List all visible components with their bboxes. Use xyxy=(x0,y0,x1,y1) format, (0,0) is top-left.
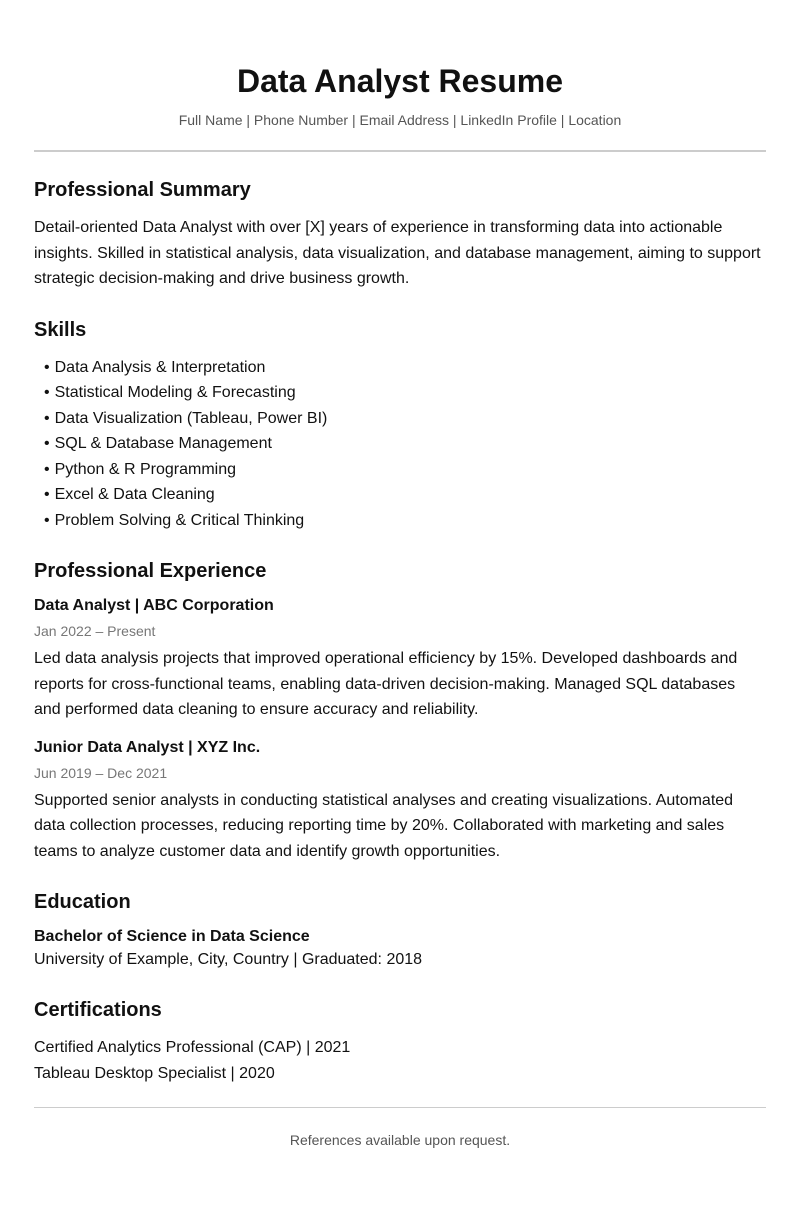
skill-item: • Problem Solving & Critical Thinking xyxy=(44,508,766,534)
footer-divider xyxy=(34,1107,766,1108)
skills-section xyxy=(34,317,766,534)
job-dates: Jun 2019 – Dec 2021 xyxy=(34,764,168,781)
education-degree: Bachelor of Science in Data Science xyxy=(34,928,310,945)
skill-item: • SQL & Database Management xyxy=(44,431,766,457)
certifications-list xyxy=(34,1035,766,1086)
summary-heading: Professional Summary xyxy=(34,179,251,201)
skill-item: • Python & R Programming xyxy=(44,457,766,483)
contact-line: Full Name | Phone Number | Email Address | LinkedIn Profile | Location xyxy=(178,112,622,128)
page-title: Data Analyst Resume xyxy=(236,63,564,99)
skill-item: • Data Visualization (Tableau, Power BI) xyxy=(44,406,766,432)
header-divider xyxy=(34,150,766,152)
job-dates: Jan 2022 – Present xyxy=(34,623,156,639)
job-title: Junior Data Analyst | XYZ Inc. xyxy=(34,738,261,756)
certification-item: Tableau Desktop Specialist | 2020 xyxy=(34,1064,275,1082)
education-heading: Education xyxy=(34,891,131,913)
job-title: Data Analyst | ABC Corporation xyxy=(34,597,274,614)
summary-section xyxy=(34,177,766,292)
certifications-section xyxy=(34,997,766,1086)
education-section xyxy=(34,889,766,972)
job-description: Led data analysis projects that improved operational efficiency by 15%. Developed dashboards and reports for cross-functional teams, enabling data-driven decision-making. Managed SQL databases and performed data cleaning to ensure accuracy and reliability. xyxy=(34,650,738,718)
summary-text: Detail-oriented Data Analyst with over [X] years of experience in transforming data into actionable insights. Skilled in statistical analysis, data visualization, and database management, aiming to support strategic decision-making and drive business growth. xyxy=(34,219,761,287)
skill-item: • Excel & Data Cleaning xyxy=(44,482,766,508)
footer-note: References available upon request. xyxy=(289,1132,511,1148)
job-entry xyxy=(34,596,766,723)
education-details: University of Example, City, Country | Graduated: 2018 xyxy=(34,951,423,968)
job-entry xyxy=(34,738,766,865)
skills-heading: Skills xyxy=(34,318,87,341)
experience-section xyxy=(34,558,766,864)
job-description: Supported senior analysts in conducting statistical analyses and creating visualizations. Automated data collection processes, reducing reporting time by 20%. Collaborated with marketing and sales teams to analyze customer data and identify growth opportunities. xyxy=(34,791,734,860)
certifications-heading: Certifications xyxy=(34,999,162,1021)
experience-heading: Professional Experience xyxy=(34,560,267,582)
skill-item: • Statistical Modeling & Forecasting xyxy=(44,380,766,406)
skills-list xyxy=(34,355,766,534)
skill-item: • Data Analysis & Interpretation xyxy=(44,355,766,381)
certification-item: Certified Analytics Professional (CAP) | 2021 xyxy=(34,1039,351,1056)
resume-page xyxy=(34,0,766,1149)
